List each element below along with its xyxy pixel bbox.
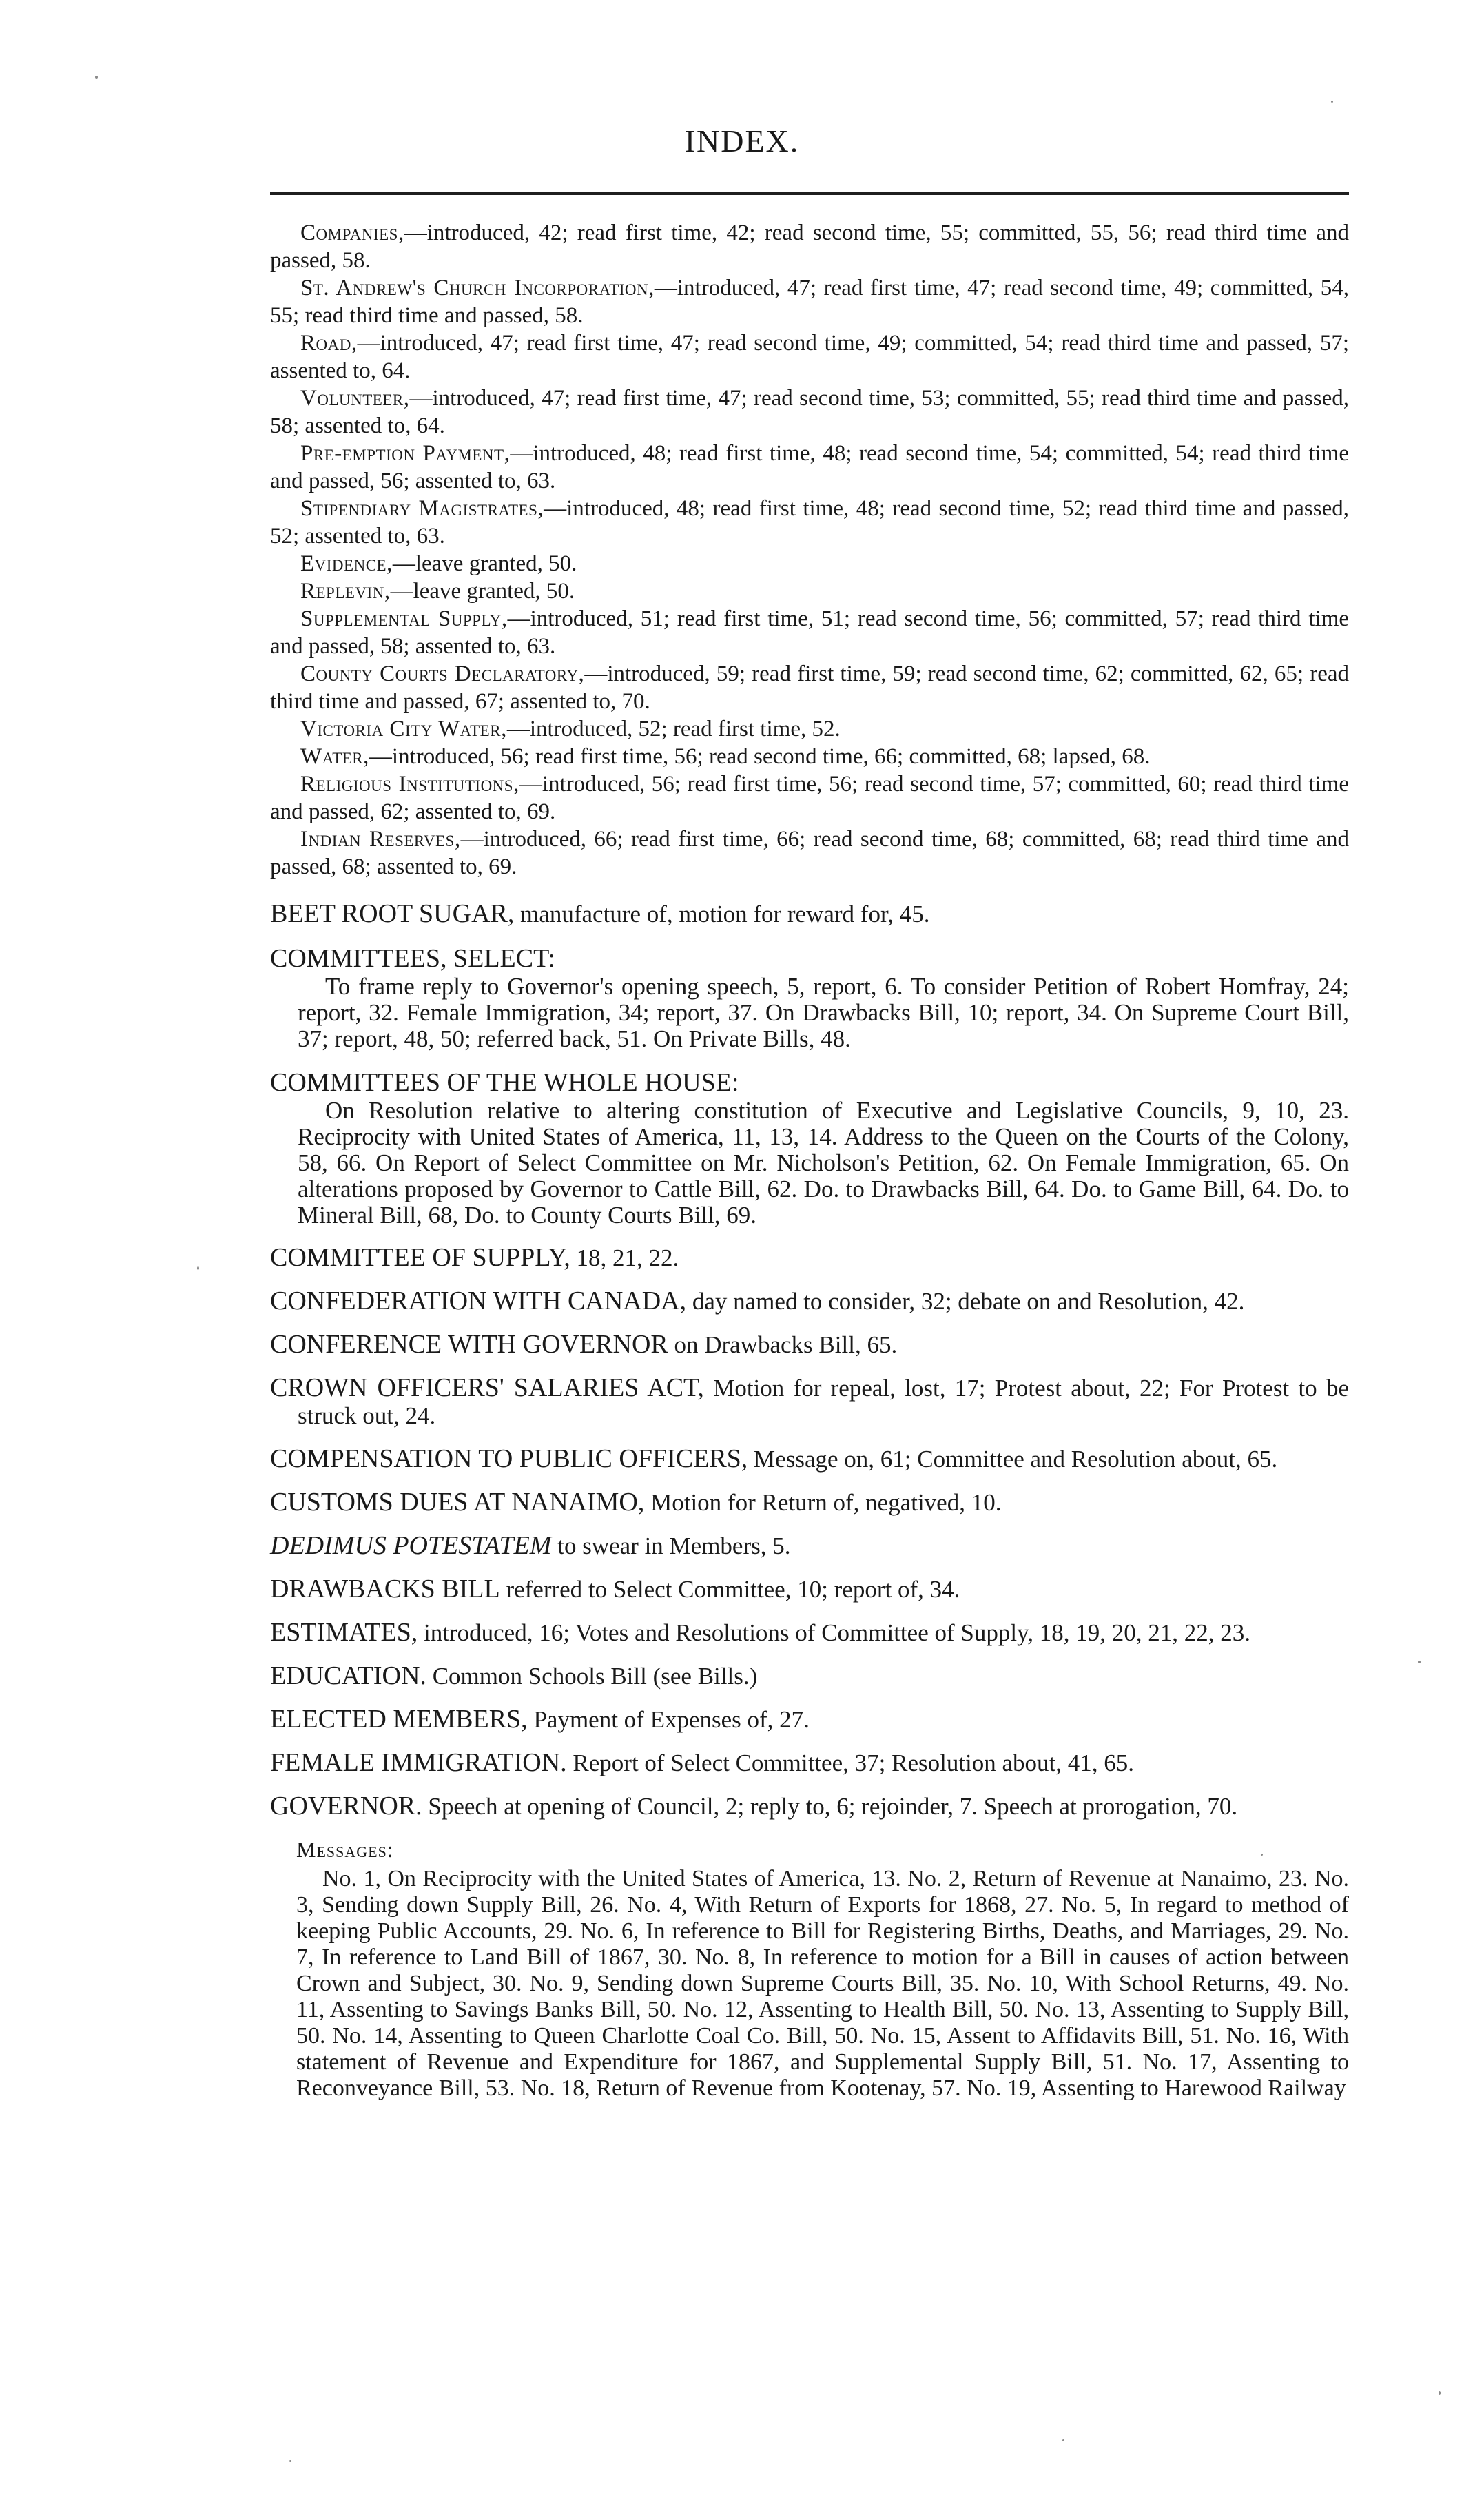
bill-entry [270,495,1349,550]
entry-head: DRAWBACKS BILL [270,1574,500,1603]
index-entry-dedimus [270,1532,1349,1560]
bill-title: Stipendiary Magistrates, [300,496,544,521]
bill-entry [270,274,1349,329]
index-entry-beet-root-sugar [270,900,1349,928]
bill-title: Road, [300,331,358,356]
entry-text: on Drawbacks Bill, 65. [668,1331,898,1358]
bill-entry [270,577,1349,605]
bill-entry [270,825,1349,881]
bill-entry [270,440,1349,495]
index-entry-conference [270,1331,1349,1359]
entry-head: EDUCATION. [270,1661,426,1690]
scan-speck [1418,1661,1421,1663]
entry-head: COMMITTEES OF THE WHOLE HOUSE: [270,1068,739,1097]
index-entry-estimates [270,1619,1349,1647]
bill-text: —introduced, 47; read first time, 47; read second time, 49; committed, 54, 55; read third time and passed, 58. [270,276,1349,328]
bill-text: —introduced, 48; read first time, 48; read second time, 54; committed, 54; read third time and passed, 56; assented to, 63. [270,441,1349,493]
entry-text: 18, 21, 22. [570,1244,679,1271]
entry-head: ESTIMATES, [270,1618,418,1647]
bill-title: Replevin, [300,579,391,604]
scan-speck [1261,1854,1263,1856]
entry-text: Report of Select Committee, 37; Resolution about, 41, 65. [566,1750,1135,1776]
bill-text: —leave granted, 50. [390,579,575,604]
bill-entry [270,329,1349,384]
scan-speck [289,2460,291,2462]
bill-text: —introduced, 59; read first time, 59; read second time, 62; committed, 62, 65; read third time and passed, 67; assented to, 70. [270,661,1349,714]
entry-text: Payment of Expenses of, 27. [527,1706,810,1733]
entry-head: COMPENSATION TO PUBLIC OFFICERS, [270,1444,748,1473]
entry-head: CONFEDERATION WITH CANADA, [270,1286,687,1315]
header-rule [270,192,1349,195]
index-entry-committees-whole-house [270,1067,1349,1229]
entry-head: COMMITTEES, SELECT: [270,944,555,973]
entry-text: day named to consider, 32; debate on and Resolution, 42. [686,1288,1245,1315]
entry-head: COMMITTEE OF SUPPLY, [270,1243,570,1272]
entry-head: CROWN OFFICERS' SALARIES ACT, [270,1373,704,1402]
bill-entry [270,743,1349,770]
index-entry-confederation [270,1287,1349,1315]
bill-text: —introduced, 52; read first time, 52. [506,717,841,741]
index-entry-compensation [270,1445,1349,1473]
entry-body: On Resolution relative to altering constitution of Executive and Legislative Councils, 9, 10, 23. Reciprocity with United States of America, 11, 13, 14. Address to the Queen on the Courts of the Colony, 58, 66. On Report of Select Committee on Mr. Nicholson's Petition, 62. On Female Immigration, 65. On alterations proposed by Governor to Cattle Bill, 62. Do. to Drawbacks Bill, 64. Do. to Game Bill, 64. Do. to Mineral Bill, 68, Do. to County Courts Bill, 69. [298,1097,1349,1229]
bill-title: Religious Institutions, [300,772,519,797]
index-entry-elected-members [270,1705,1349,1734]
bill-entry [270,660,1349,715]
bill-text: —introduced, 56; read first time, 56; read second time, 57; committed, 60; read third time and passed, 62; assented to, 69. [270,772,1350,824]
bill-title: Water, [300,744,369,769]
bill-text: —introduced, 56; read first time, 56; read second time, 66; committed, 68; lapsed, 68. [369,744,1151,769]
entry-text: Motion for repeal, lost, 17; Protest about, 22; For Protest to be struck out, 24. [298,1375,1349,1429]
entry-head: ELECTED MEMBERS, [270,1705,528,1734]
bill-title: Victoria City Water, [300,717,507,741]
index-entry-committees-select [270,943,1349,1052]
entry-body: To frame reply to Governor's opening speech, 5, report, 6. To consider Petition of Robert Homfray, 24; report, 32. Female Immigration, 34; report, 37. On Drawbacks Bill, 10; report, 34. On Supreme Court Bill, 37; report, 48, 50; referred back, 51. On Private Bills, 48. [298,973,1349,1052]
index-content [270,219,1349,2102]
entry-head: GOVERNOR. [270,1792,422,1820]
entry-head: BEET ROOT SUGAR, [270,899,515,928]
entry-head: CONFERENCE WITH GOVERNOR [270,1330,668,1359]
bill-title: Supplemental Supply, [300,606,508,631]
bill-entry [270,550,1349,577]
bill-entry [270,770,1349,825]
entry-head: FEMALE IMMIGRATION. [270,1748,567,1777]
entry-text: manufacture of, motion for reward for, 45. [514,901,930,927]
scan-speck [1331,101,1333,103]
index-entry-committee-of-supply [270,1244,1349,1272]
bill-text: —introduced, 47; read first time, 47; read second time, 53; committed, 55; read third time and passed, 58; assented to, 64. [270,386,1349,438]
bill-text: —introduced, 66; read first time, 66; read second time, 68; committed, 68; read third time and passed, 68; assented to, 69. [270,827,1349,879]
bill-title: Pre-emption Payment, [300,441,511,466]
entry-text: Common Schools Bill (see Bills.) [426,1663,758,1690]
bill-title: Volunteer, [300,386,410,411]
entry-text: referred to Select Committee, 10; report of, 34. [499,1576,960,1603]
bill-title: County Courts Declaratory, [300,661,585,686]
scan-speck [95,76,98,79]
index-entry-female-immigration [270,1749,1349,1777]
bill-title: St. Andrew's Church Incorporation, [300,276,655,300]
entry-text: introduced, 16; Votes and Resolutions of Committee of Supply, 18, 19, 20, 21, 22, 23. [418,1619,1251,1646]
index-entry-education [270,1662,1349,1690]
bill-entries [270,219,1349,881]
scan-speck [197,1266,199,1270]
scan-speck [1062,2439,1064,2441]
index-entry-crown-officers [270,1374,1349,1430]
entry-head: CUSTOMS DUES AT NANAIMO, [270,1488,645,1517]
bill-text: —introduced, 48; read first time, 48; read second time, 52; read third time and passed, 52; assented to, 63. [270,496,1349,548]
entry-text: to swear in Members, 5. [551,1532,791,1559]
bill-entry [270,384,1349,440]
bill-text: —introduced, 47; read first time, 47; read second time, 49; committed, 54; read third time and passed, 57; assented to, 64. [270,331,1349,383]
bill-entry [270,605,1349,660]
bill-entry [270,219,1349,274]
entry-text: Motion for Return of, negatived, 10. [644,1489,1002,1516]
running-head: INDEX. [684,123,800,158]
entry-head: DEDIMUS POTESTATEM [270,1531,552,1560]
index-entry-drawbacks-bill [270,1575,1349,1603]
entry-text: Speech at opening of Council, 2; reply to, 6; rejoinder, 7. Speech at prorogation, 70. [422,1793,1238,1820]
bill-title: Indian Reserves, [300,827,461,852]
bill-text: —introduced, 51; read first time, 51; read second time, 56; committed, 57; read third time and passed, 58; assented to, 63. [270,606,1350,659]
bill-title: Evidence, [300,551,393,576]
bill-title: Companies, [300,220,404,245]
scan-speck [1439,2391,1441,2395]
bill-text: —leave granted, 50. [392,551,577,576]
index-entry-customs-dues [270,1488,1349,1517]
messages-label: Messages: [296,1837,394,1862]
entry-text: Message on, 61; Committee and Resolution about, 65. [748,1446,1278,1473]
messages-body: No. 1, On Reciprocity with the United States of America, 13. No. 2, Return of Revenue at Nanaimo, 23. No. 3, Sending down Supply Bill, 26. No. 4, With Return of Exports for 1868, 27. No. 5, In regard to method of keeping Public Accounts, 29. No. 6, In reference to Bill for Registering Births, Deaths, and Marriages, 29. No. 7, In reference to Land Bill of 1867, 30. No. 8, In reference to motion for a Bill in causes of action between Crown and Subject, 30. No. 9, Sending down Supreme Courts Bill, 35. No. 10, With School Returns, 49. No. 11, Assenting to Savings Banks Bill, 50. No. 12, Assenting to Health Bill, 50. No. 13, Assenting to Supply Bill, 50. No. 14, Assenting to Queen Charlotte Coal Co. Bill, 50. No. 15, Assent to Affidavits Bill, 51. No. 16, With statement of Revenue and Expenditure for 1867, and Supplemental Supply Bill, 51. No. 17, Assenting to Reconveyance Bill, 53. No. 18, Return of Revenue from Kootenay, 57. No. 19, Assenting to Harewood Railway [296,1866,1349,2101]
index-entry-governor [270,1792,1349,1820]
bill-entry [270,715,1349,743]
bill-text: —introduced, 42; read first time, 42; read second time, 55; committed, 55, 56; read third time and passed, 58. [270,220,1349,273]
